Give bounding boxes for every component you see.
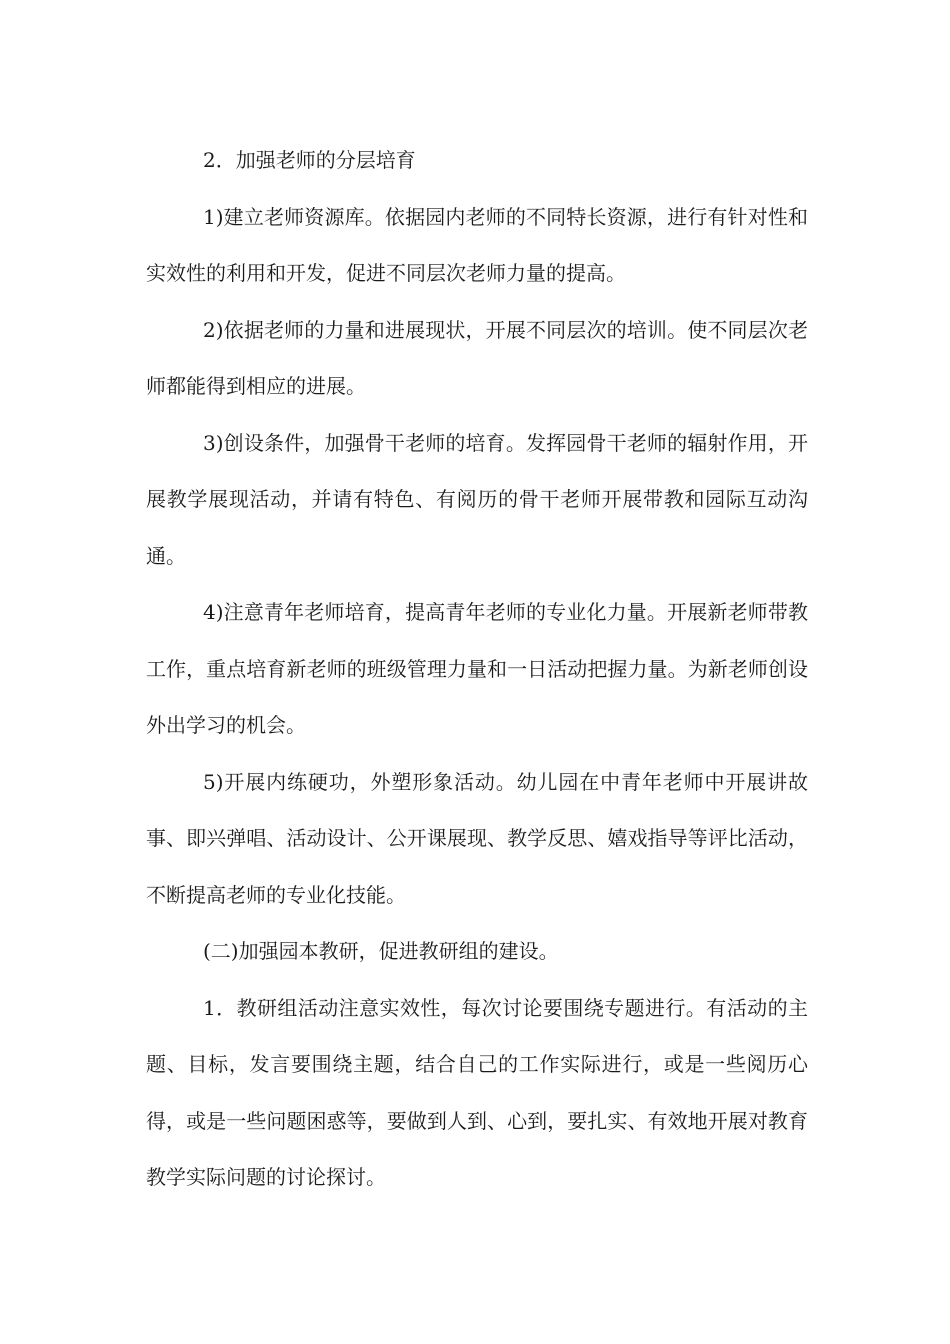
paragraph-item-3: 3)创设条件，加强骨干老师的培育。发挥园骨干老师的辐射作用，开展教学展现活动，并请有特色、有阅历的骨干老师开展带教和园际互动沟通。 <box>146 430 808 568</box>
paragraph-item-4: 4)注意青年老师培育，提高青年老师的专业化力量。开展新老师带教工作，重点培育新老师的班级管理力量和一日活动把握力量。为新老师创设外出学习的机会。 <box>146 600 808 737</box>
paragraph-item-2: 2)依据老师的力量和进展现状，开展不同层次的培训。使不同层次老师都能得到相应的进展。 <box>146 317 808 398</box>
paragraph-item-1: 1)建立老师资源库。依据园内老师的不同特长资源，进行有针对性和实效性的利用和开发，促进不同层次老师力量的提高。 <box>146 204 808 285</box>
document-body <box>146 132 808 1206</box>
section-heading-layered-training: 2．加强老师的分层培育 <box>203 148 416 172</box>
section-heading-teaching-research: (二)加强园本教研，促进教研组的建设。 <box>203 939 559 963</box>
paragraph-research-item-1: 1．教研组活动注意实效性，每次讨论要围绕专题进行。有活动的主题、目标，发言要围绕主题，结合自己的工作实际进行，或是一些阅历心得，或是一些问题困惑等，要做到人到、心到，要扎实、有效地开展对教育教学实际问题的讨论探讨。 <box>146 995 808 1189</box>
paragraph-item-5: 5)开展内练硬功，外塑形象活动。幼儿园在中青年老师中开展讲故事、即兴弹唱、活动设计、公开课展现、教学反思、嬉戏指导等评比活动，不断提高老师的专业化技能。 <box>146 769 808 907</box>
